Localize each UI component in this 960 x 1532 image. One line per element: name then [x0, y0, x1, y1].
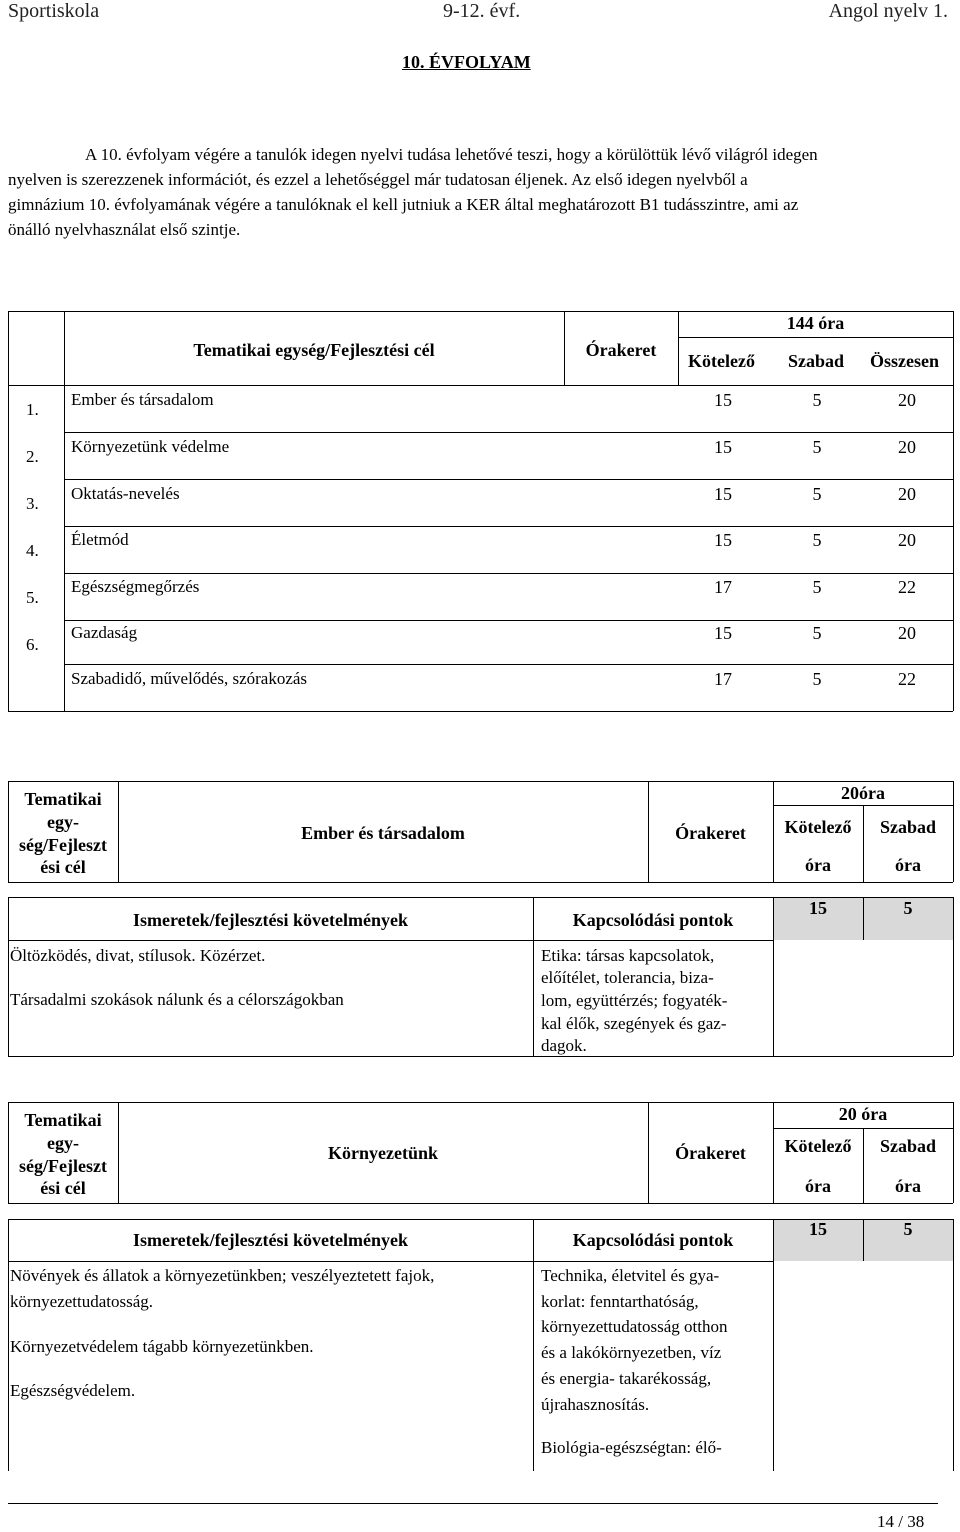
- connection-line: és energia- takarékosság,: [541, 1369, 712, 1388]
- overview-col-free: Szabad: [788, 351, 845, 371]
- row-total: 22: [898, 669, 916, 689]
- row-mandatory: 15: [714, 530, 732, 550]
- row-free: 5: [812, 577, 822, 597]
- unit-label-line: ési cél: [40, 857, 86, 877]
- unit-title: Környezetünk: [328, 1143, 438, 1163]
- row-topic: Oktatás-nevelés: [71, 484, 180, 503]
- row-mandatory: 15: [714, 623, 732, 643]
- unit-hours-total: 20óra: [841, 783, 885, 803]
- requirement-item: Környezetvédelem tágabb környezetünkben.: [10, 1337, 314, 1356]
- row-total: 20: [898, 484, 916, 504]
- row-number: 5.: [26, 588, 39, 607]
- row-total: 22: [898, 577, 916, 597]
- row-mandatory: 15: [714, 390, 732, 410]
- connection-line: Etika: társas kapcsolatok,: [541, 946, 715, 965]
- unit-hours-label: Órakeret: [675, 823, 746, 843]
- connection-line: előítélet, tolerancia, biza-: [541, 968, 714, 987]
- row-number: 4.: [26, 541, 39, 560]
- intro-line: önálló nyelvhasználat első szintje.: [8, 220, 241, 239]
- overview-total-hours: 144 óra: [786, 313, 845, 333]
- header-grades: 9-12. évf.: [443, 0, 521, 22]
- requirement-item: Növények és állatok a környezetünkben; veszélyeztetett fajok,: [10, 1266, 435, 1285]
- requirement-item: környezettudatosság.: [10, 1292, 154, 1311]
- overview-col-mandatory: Kötelező: [688, 351, 755, 371]
- unit-mandatory-unit: óra: [805, 1176, 831, 1196]
- row-total: 20: [898, 437, 916, 457]
- row-total: 20: [898, 530, 916, 550]
- row-total: 20: [898, 623, 916, 643]
- header-school: Sportiskola: [8, 0, 100, 22]
- unit-label-line: egy-: [47, 812, 79, 832]
- header-subject: Angol nyelv 1.: [828, 0, 948, 22]
- row-mandatory: 15: [714, 437, 732, 457]
- unit-hours-total: 20 óra: [838, 1104, 888, 1124]
- connection-line: Biológia-egészségtan: élő-: [541, 1438, 722, 1457]
- row-number: 2.: [26, 447, 39, 466]
- row-total: 20: [898, 390, 916, 410]
- unit-title: Ember és társadalom: [301, 823, 465, 843]
- row-free: 5: [812, 437, 822, 457]
- row-topic: Környezetünk védelme: [71, 437, 230, 456]
- requirements-header: Ismeretek/fejlesztési követelmények: [132, 1230, 409, 1250]
- unit-label-line: egy-: [47, 1133, 79, 1153]
- overview-col-topic: Tematikai egység/Fejlesztési cél: [193, 340, 435, 360]
- page-number: 14 / 38: [877, 1512, 925, 1531]
- row-number: 6.: [26, 635, 39, 654]
- unit-label-line: Tematikai: [24, 789, 102, 809]
- row-number: 1.: [26, 400, 39, 419]
- unit-mandatory-hours: 15: [809, 898, 827, 918]
- connection-line: korlat: fenntarthatóság,: [541, 1292, 699, 1311]
- unit-label-line: Tematikai: [24, 1110, 102, 1130]
- unit-free-hours: 5: [903, 898, 913, 918]
- unit-hours-label: Órakeret: [675, 1143, 746, 1163]
- row-topic: Ember és társadalom: [71, 390, 214, 409]
- row-free: 5: [812, 530, 822, 550]
- unit-label-line: ség/Fejleszt: [19, 1156, 107, 1176]
- connections-header: Kapcsolódási pontok: [572, 1230, 734, 1250]
- unit-label-line: ési cél: [40, 1178, 86, 1198]
- unit-free-label: Szabad: [879, 1136, 937, 1156]
- intro-line: A 10. évfolyam végére a tanulók idegen nyelvi tudása lehetővé teszi, hogy a körülöttük lévő világról idegen: [85, 145, 818, 164]
- row-mandatory: 15: [714, 484, 732, 504]
- connection-line: újrahasznosítás.: [541, 1395, 650, 1414]
- unit-label-line: ség/Fejleszt: [19, 835, 107, 855]
- row-free: 5: [812, 390, 822, 410]
- row-topic: Életmód: [71, 530, 129, 549]
- row-free: 5: [812, 623, 822, 643]
- connection-line: és a lakókörnyezetben, víz: [541, 1343, 722, 1362]
- connection-line: dagok.: [541, 1036, 587, 1055]
- intro-line: nyelven is szerezzenek információt, és ezzel a lehetőséggel már tudatosan éljenek. Az első idegen nyelvből a: [8, 170, 748, 189]
- row-topic: Egészségmegőrzés: [71, 577, 200, 596]
- row-topic: Szabadidő, művelődés, szórakozás: [71, 669, 308, 688]
- requirement-item: Öltözködés, divat, stílusok. Közérzet.: [10, 946, 266, 965]
- unit-free-hours: 5: [903, 1219, 913, 1239]
- row-free: 5: [812, 484, 822, 504]
- connection-line: Technika, életvitel és gya-: [541, 1266, 720, 1285]
- unit-free-label: Szabad: [879, 817, 937, 837]
- page-title: 10. ÉVFOLYAM: [402, 52, 531, 72]
- row-mandatory: 17: [714, 669, 732, 689]
- unit-mandatory-hours: 15: [809, 1219, 827, 1239]
- connections-header: Kapcsolódási pontok: [572, 910, 734, 930]
- row-number: 3.: [26, 494, 39, 513]
- unit-free-unit: óra: [895, 1176, 921, 1196]
- requirement-item: Társadalmi szokások nálunk és a célországokban: [10, 990, 344, 1009]
- unit-mandatory-label: Kötelező: [784, 817, 852, 837]
- row-mandatory: 17: [714, 577, 732, 597]
- row-free: 5: [812, 669, 822, 689]
- connection-line: kal élők, szegények és gaz-: [541, 1014, 727, 1033]
- row-topic: Gazdaság: [71, 623, 138, 642]
- requirements-header: Ismeretek/fejlesztési követelmények: [132, 910, 409, 930]
- unit-mandatory-unit: óra: [805, 855, 831, 875]
- connection-line: lom, együttérzés; fogyaték-: [541, 991, 728, 1010]
- connection-line: környezettudatosság otthon: [541, 1317, 728, 1336]
- overview-col-total: Összesen: [870, 351, 939, 371]
- overview-col-hours: Órakeret: [585, 340, 657, 360]
- unit-free-unit: óra: [895, 855, 921, 875]
- intro-line: gimnázium 10. évfolyamának végére a tanulóknak el kell jutniuk a KER által meghatározott B1 tudásszintre, ami az: [8, 195, 799, 214]
- requirement-item: Egészségvédelem.: [10, 1381, 136, 1400]
- unit-mandatory-label: Kötelező: [784, 1136, 852, 1156]
